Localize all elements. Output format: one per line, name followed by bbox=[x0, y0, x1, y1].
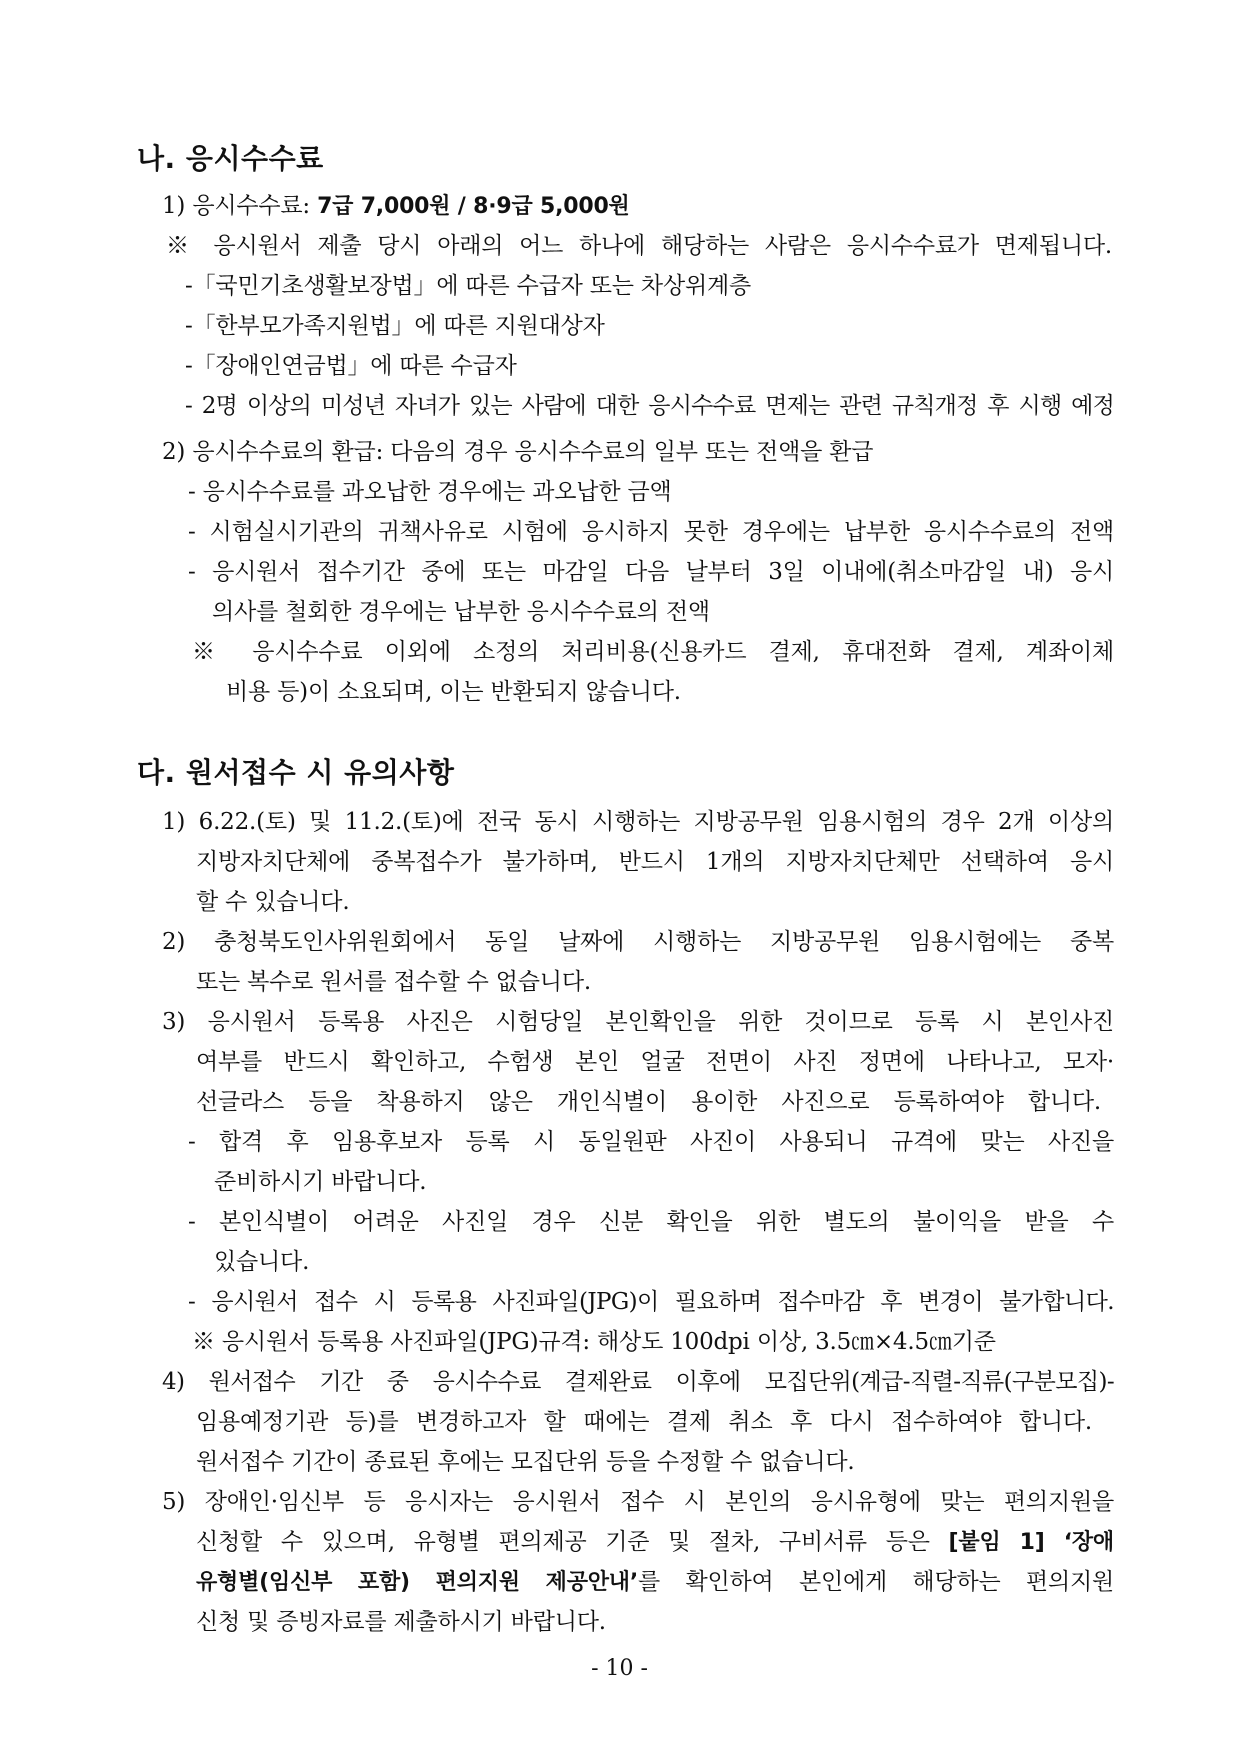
attachment-ref: [붙임 1] ‘장애 bbox=[948, 1530, 1114, 1555]
notice-line-7: 여부를 반드시 확인하고, 수험생 본인 얼굴 전면이 사진 정면에 나타나고, 모자· bbox=[196, 1049, 1114, 1075]
notice-line-21: 신청 및 증빙자료를 제출하시기 바랍니다. bbox=[196, 1609, 606, 1635]
attachment-title: 유형별(임신부 포함) 편의지원 제공안내’ bbox=[196, 1570, 639, 1595]
notice-line-4: 2) 충청북도인사위원회에서 동일 날짜에 시행하는 지방공무원 임용시험에는 중복 bbox=[162, 929, 1114, 955]
notice-line-8: 선글라스 등을 착용하지 않은 개인식별이 용이한 사진으로 등록하여야 합니다. bbox=[196, 1089, 1101, 1115]
notice-line-13: - 응시원서 접수 시 등록용 사진파일(JPG)이 필요하며 접수마감 후 변경이 불가합니다. bbox=[188, 1289, 1114, 1315]
section-heading-notice: 다. 원서접수 시 유의사항 bbox=[137, 756, 455, 789]
notice-line-10: 준비하시기 바랍니다. bbox=[214, 1169, 427, 1195]
fee-line-3: -「국민기초생활보장법」에 따른 수급자 또는 차상위계층 bbox=[185, 273, 752, 299]
notice-line-20 bbox=[196, 1566, 1114, 1599]
notice-line-12: 있습니다. bbox=[214, 1249, 310, 1275]
notice-line-1: 1) 6.22.(토) 및 11.2.(토)에 전국 동시 시행하는 지방공무원 임용시험의 경우 2개 이상의 bbox=[162, 809, 1114, 835]
notice-line-9: - 합격 후 임용후보자 등록 시 동일원판 사진이 사용되니 규격에 맞는 사진을 bbox=[188, 1129, 1114, 1155]
fee-label: 1) 응시수수료: bbox=[162, 193, 318, 219]
notice-line-15: 4) 원서접수 기간 중 응시수수료 결제완료 이후에 모집단위(계급-직렬-직류(구분모집)- bbox=[162, 1369, 1114, 1395]
notice-line-20-text: 를 확인하여 본인에게 해당하는 편의지원 bbox=[638, 1569, 1114, 1595]
notice-line-11: - 본인식별이 어려운 사진일 경우 신분 확인을 위한 별도의 불이익을 받을 수 bbox=[188, 1209, 1114, 1235]
section-heading-fee: 나. 응시수수료 bbox=[137, 142, 324, 175]
notice-line-19-text: 신청할 수 있으며, 유형별 편의제공 기준 및 절차, 구비서류 등은 bbox=[196, 1529, 949, 1555]
fee-line-5: -「장애인연금법」에 따른 수급자 bbox=[185, 353, 517, 379]
notice-line-2: 지방자치단체에 중복접수가 불가하며, 반드시 1개의 지방자치단체만 선택하여 응시 bbox=[196, 849, 1114, 875]
fee-line-2: ※ 응시원서 제출 당시 아래의 어느 하나에 해당하는 사람은 응시수수료가 면제됩니다. bbox=[166, 233, 1112, 259]
notice-line-16: 임용예정기관 등)를 변경하고자 할 때에는 결제 취소 후 다시 접수하여야 합니다. bbox=[196, 1409, 1092, 1435]
fee-line-1 bbox=[162, 190, 630, 223]
fee-line-12: ※ 응시수수료 이외에 소정의 처리비용(신용카드 결제, 휴대전화 결제, 계좌이체 bbox=[192, 639, 1114, 665]
fee-amounts: 7급 7,000원 / 8·9급 5,000원 bbox=[317, 194, 630, 219]
notice-line-14: ※ 응시원서 등록용 사진파일(JPG)규격: 해상도 100dpi 이상, 3.5㎝×4.5㎝기준 bbox=[192, 1329, 996, 1355]
fee-line-6: - 2명 이상의 미성년 자녀가 있는 사람에 대한 응시수수료 면제는 관련 규칙개정 후 시행 예정 bbox=[185, 393, 1114, 419]
fee-line-10: - 응시원서 접수기간 중에 또는 마감일 다음 날부터 3일 이내에(취소마감일 내) 응시 bbox=[188, 559, 1114, 585]
fee-line-7: 2) 응시수수료의 환급: 다음의 경우 응시수수료의 일부 또는 전액을 환급 bbox=[162, 439, 874, 465]
notice-line-18: 5) 장애인·임신부 등 응시자는 응시원서 접수 시 본인의 응시유형에 맞는 편의지원을 bbox=[162, 1489, 1114, 1515]
notice-line-6: 3) 응시원서 등록용 사진은 시험당일 본인확인을 위한 것이므로 등록 시 본인사진 bbox=[162, 1009, 1114, 1035]
notice-line-3: 할 수 있습니다. bbox=[196, 889, 350, 915]
page-number: - 10 - bbox=[591, 1656, 648, 1681]
notice-line-19 bbox=[196, 1526, 1114, 1559]
notice-line-17: 원서접수 기간이 종료된 후에는 모집단위 등을 수정할 수 없습니다. bbox=[196, 1449, 855, 1475]
fee-line-8: - 응시수수료를 과오납한 경우에는 과오납한 금액 bbox=[188, 479, 672, 505]
fee-line-11: 의사를 철회한 경우에는 납부한 응시수수료의 전액 bbox=[212, 599, 710, 625]
fee-line-13: 비용 등)이 소요되며, 이는 반환되지 않습니다. bbox=[226, 679, 681, 705]
fee-line-9: - 시험실시기관의 귀책사유로 시험에 응시하지 못한 경우에는 납부한 응시수수료의 전액 bbox=[188, 519, 1114, 545]
fee-line-4: -「한부모가족지원법」에 따른 지원대상자 bbox=[185, 313, 605, 339]
notice-line-5: 또는 복수로 원서를 접수할 수 없습니다. bbox=[196, 969, 591, 995]
